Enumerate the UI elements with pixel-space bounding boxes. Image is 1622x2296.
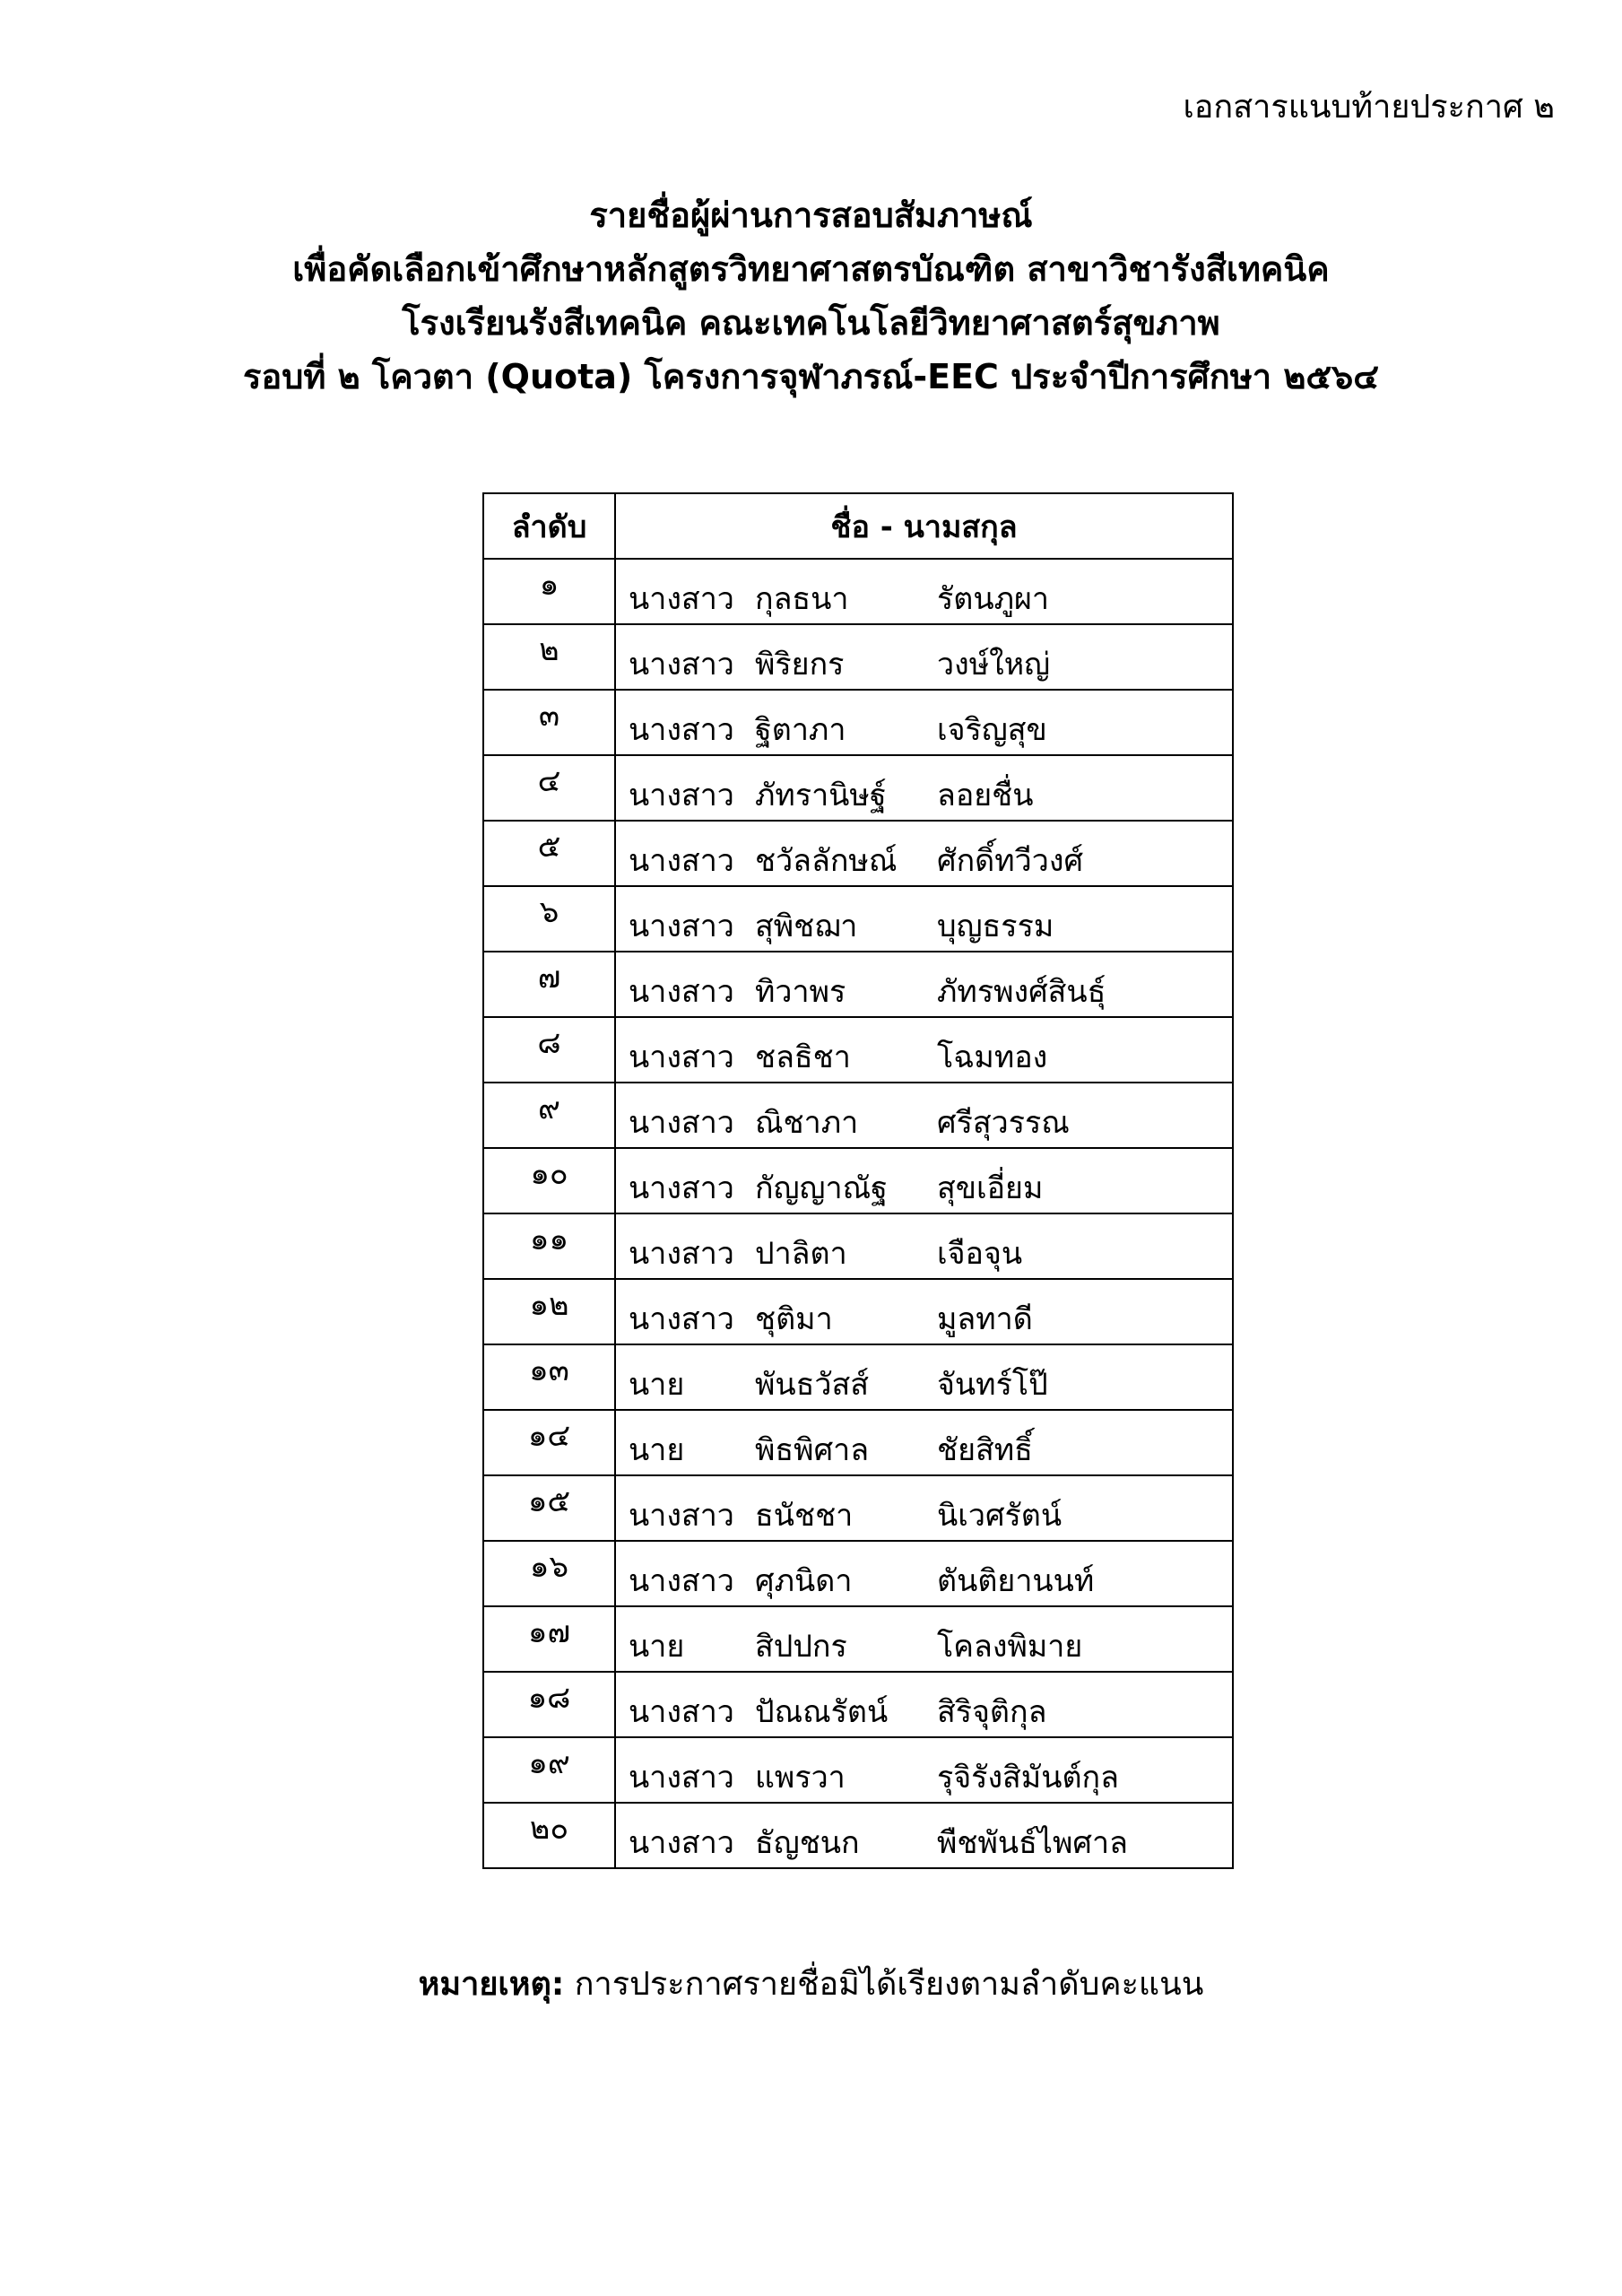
table-row	[483, 1344, 1233, 1410]
header-name: ชื่อ - นามสกุล	[615, 493, 1233, 559]
row-name	[615, 690, 1233, 755]
row-name	[615, 1213, 1233, 1279]
last-name: ศักดิ์ทวีวงศ์	[937, 843, 1084, 879]
row-name	[615, 559, 1233, 624]
first-name: พิริยกร	[755, 647, 845, 683]
last-name: จันทร์โป๊	[937, 1367, 1048, 1403]
table-row	[483, 821, 1233, 886]
row-index: ๑๖	[483, 1541, 615, 1606]
footnote-text: การประกาศรายชื่อมิได้เรียงตามลำดับคะแนน	[574, 1966, 1204, 2003]
title-line-2: เพื่อคัดเลือกเข้าศึกษาหลักสูตรวิทยาศาสตรบัณฑิต สาขาวิชารังสีเทคนิค	[292, 249, 1330, 289]
first-name: ทิวาพร	[755, 974, 846, 1010]
table-row	[483, 1279, 1233, 1344]
row-index: ๑๗	[483, 1606, 615, 1672]
table-row	[483, 886, 1233, 952]
name-prefix: นางสาว	[629, 1039, 734, 1075]
row-index: ๑๙	[483, 1737, 615, 1803]
last-name: มูลทาดี	[937, 1301, 1033, 1337]
first-name: ชวัลลักษณ์	[755, 843, 898, 879]
table-row	[483, 624, 1233, 690]
row-name	[615, 755, 1233, 821]
first-name: ฐิตาภา	[755, 712, 846, 748]
table-row	[483, 755, 1233, 821]
first-name: ธัญชนก	[755, 1825, 860, 1861]
row-index: ๙	[483, 1083, 615, 1148]
row-name	[615, 1803, 1233, 1868]
name-prefix: นาย	[629, 1367, 685, 1403]
first-name: ธนัชชา	[755, 1498, 854, 1534]
last-name: นิเวศรัตน์	[937, 1498, 1063, 1534]
row-index: ๑๔	[483, 1410, 615, 1475]
name-prefix: นางสาว	[629, 1105, 734, 1141]
table-row	[483, 1083, 1233, 1148]
first-name: ภัทรานิษฐ์	[755, 778, 887, 813]
table-row	[483, 690, 1233, 755]
name-prefix: นางสาว	[629, 1694, 734, 1730]
row-index: ๑๒	[483, 1279, 615, 1344]
row-name	[615, 821, 1233, 886]
row-name	[615, 1737, 1233, 1803]
row-name	[615, 952, 1233, 1017]
footnote-label: หมายเหตุ:	[418, 1966, 565, 2003]
row-name	[615, 1410, 1233, 1475]
row-name	[615, 1541, 1233, 1606]
row-name	[615, 886, 1233, 952]
row-name	[615, 1017, 1233, 1083]
title-line-1: รายชื่อผู้ผ่านการสอบสัมภาษณ์	[589, 196, 1033, 235]
first-name: ชลธิชา	[755, 1039, 851, 1075]
row-name	[615, 624, 1233, 690]
last-name: รัตนภูผา	[937, 581, 1050, 617]
row-index: ๑๐	[483, 1148, 615, 1213]
row-name	[615, 1148, 1233, 1213]
name-prefix: นางสาว	[629, 712, 734, 748]
last-name: โฉมทอง	[937, 1039, 1048, 1075]
row-index: ๓	[483, 690, 615, 755]
row-index: ๖	[483, 886, 615, 952]
name-prefix: นางสาว	[629, 1563, 734, 1599]
row-name	[615, 1606, 1233, 1672]
title-line-3: โรงเรียนรังสีเทคนิค คณะเทคโนโลยีวิทยาศาสตร์สุขภาพ	[402, 303, 1220, 343]
row-index: ๔	[483, 755, 615, 821]
table-row	[483, 1410, 1233, 1475]
last-name: พืชพันธ์ไพศาล	[937, 1825, 1128, 1861]
row-name	[615, 1279, 1233, 1344]
name-prefix: นาย	[629, 1629, 685, 1665]
first-name: กัญญาณัฐ	[755, 1170, 888, 1206]
table-row	[483, 1606, 1233, 1672]
last-name: โคลงพิมาย	[937, 1629, 1083, 1665]
first-name: สิปปกร	[755, 1629, 847, 1665]
name-prefix: นางสาว	[629, 778, 734, 813]
first-name: ชุติมา	[755, 1301, 833, 1337]
name-prefix: นางสาว	[629, 647, 734, 683]
row-index: ๑๘	[483, 1672, 615, 1737]
name-prefix: นางสาว	[629, 1301, 734, 1337]
name-prefix: นางสาว	[629, 1760, 734, 1796]
row-index: ๒	[483, 624, 615, 690]
name-prefix: นางสาว	[629, 1825, 734, 1861]
last-name: ภัทรพงศ์สินธุ์	[937, 974, 1106, 1010]
table-row	[483, 1148, 1233, 1213]
last-name: ศรีสุวรรณ	[937, 1105, 1070, 1141]
first-name: ปัณณรัตน์	[755, 1694, 889, 1730]
footnote	[0, 1960, 1622, 2010]
row-index: ๑	[483, 559, 615, 624]
name-prefix: นางสาว	[629, 1498, 734, 1534]
table-row	[483, 1672, 1233, 1737]
name-prefix: นางสาว	[629, 1236, 734, 1272]
row-index: ๒๐	[483, 1803, 615, 1868]
first-name: พิธพิศาล	[755, 1432, 870, 1468]
table-row	[483, 1017, 1233, 1083]
first-name: ปาลิตา	[755, 1236, 847, 1272]
table-row	[483, 1475, 1233, 1541]
title-block	[0, 188, 1622, 404]
row-name	[615, 1083, 1233, 1148]
row-name	[615, 1672, 1233, 1737]
last-name: สุขเอี่ยม	[937, 1170, 1044, 1206]
name-prefix: นางสาว	[629, 1170, 734, 1206]
results-table	[482, 492, 1234, 1869]
first-name: ศุภนิดา	[755, 1563, 853, 1599]
document-reference: เอกสารแนบท้ายประกาศ ๒	[1183, 89, 1555, 126]
first-name: แพรวา	[755, 1760, 846, 1796]
table-body	[483, 559, 1233, 1868]
last-name: สิริจุติกุล	[937, 1694, 1047, 1730]
first-name: ณิชาภา	[755, 1105, 859, 1141]
table-row	[483, 1541, 1233, 1606]
last-name: ชัยสิทธิ์	[937, 1432, 1033, 1468]
table-row	[483, 1737, 1233, 1803]
last-name: เจริญสุข	[937, 712, 1047, 748]
last-name: บุญธรรม	[937, 909, 1054, 944]
name-prefix: นางสาว	[629, 909, 734, 944]
table-row	[483, 952, 1233, 1017]
name-prefix: นาย	[629, 1432, 685, 1468]
row-index: ๑๓	[483, 1344, 615, 1410]
last-name: วงษ์ใหญ่	[937, 647, 1051, 683]
table-row	[483, 1213, 1233, 1279]
last-name: เจือจุน	[937, 1236, 1023, 1272]
row-index: ๑๑	[483, 1213, 615, 1279]
row-index: ๕	[483, 821, 615, 886]
title-line-4: รอบที่ ๒ โควตา (Quota) โครงการจุฬาภรณ์-EEC ประจำปีการศึกษา ๒๕๖๔	[242, 357, 1380, 396]
row-index: ๘	[483, 1017, 615, 1083]
last-name: ลอยชื่น	[937, 778, 1034, 813]
row-name	[615, 1344, 1233, 1410]
name-prefix: นางสาว	[629, 974, 734, 1010]
name-prefix: นางสาว	[629, 581, 734, 617]
first-name: กุลธนา	[755, 581, 849, 617]
first-name: พันธวัสส์	[755, 1367, 870, 1403]
first-name: สุพิชฌา	[755, 909, 858, 944]
last-name: ตันติยานนท์	[937, 1563, 1095, 1599]
row-index: ๗	[483, 952, 615, 1017]
name-prefix: นางสาว	[629, 843, 734, 879]
table-row	[483, 559, 1233, 624]
table-row	[483, 1803, 1233, 1868]
header-index: ลำดับ	[483, 493, 615, 559]
last-name: รุจิรังสิมันต์กุล	[937, 1760, 1119, 1796]
table-header-row	[483, 493, 1233, 559]
row-index: ๑๕	[483, 1475, 615, 1541]
row-name	[615, 1475, 1233, 1541]
